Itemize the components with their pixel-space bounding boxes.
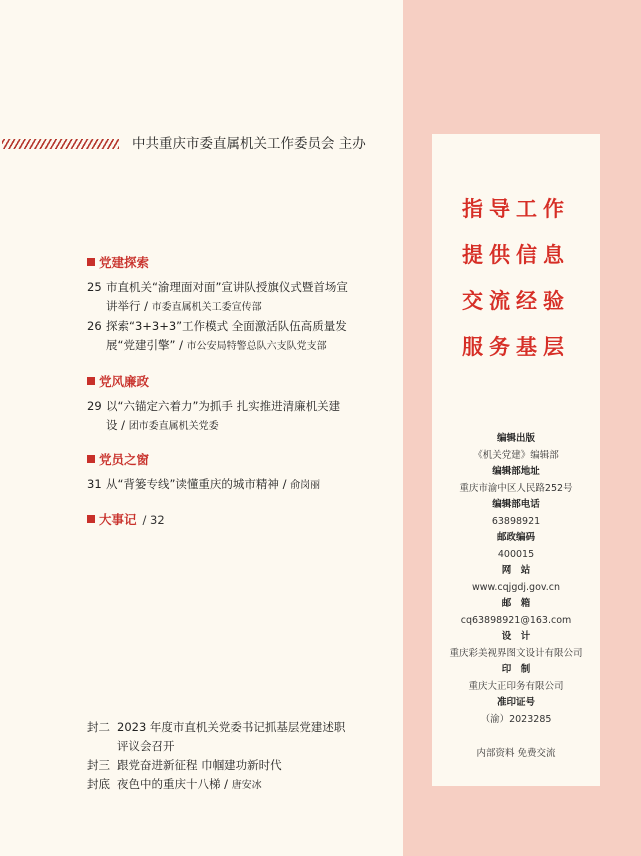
contact-heading: 编辑部地址 (492, 466, 540, 477)
section-heading-dangfeng-lianzheng: 党风廉政 (87, 374, 149, 390)
contact-value: 400015 (497, 548, 535, 560)
contact-heading: 编辑出版 (496, 433, 535, 444)
contact-value: 63898921 (491, 515, 541, 527)
cover-entry-line[interactable]: 夜色中的重庆十八梯 / 唐安冰 (117, 777, 262, 791)
toc-entry-line[interactable]: 从“背篓专线”读懂重庆的城市精神 / 俞岗丽 (106, 477, 321, 491)
cover-label: 封底 (87, 777, 110, 791)
contact-heading: 印 制 (501, 664, 531, 675)
toc-entry-line[interactable]: 以“六锚定六着力”为抓手 扎实推进清廉机关建 (106, 399, 341, 413)
toc-author: 市公安局特警总队六支队党支部 (186, 341, 327, 352)
section-heading-dangyuan-zhichuang: 党员之窗 (87, 452, 149, 468)
contact-value: 《机关党建》编辑部 (473, 449, 559, 461)
section-heading-dashiji[interactable]: 大事记 / 32 (87, 512, 165, 528)
contact-heading: 网 站 (501, 565, 531, 576)
toc-page-number: 29 (87, 399, 102, 413)
distribution-note: 内部资料 免费交流 (476, 748, 556, 759)
info-card (432, 134, 600, 786)
slogan-line: 提供信息 (462, 242, 570, 267)
contact-value: （渝）2023285 (480, 713, 552, 725)
toc-entry-line[interactable]: 讲举行 / 市委直属机关工委宣传部 (106, 299, 262, 313)
contact-heading: 设 计 (501, 631, 531, 642)
section-bullet-icon (87, 455, 95, 463)
cover-entry-line[interactable]: 2023 年度市直机关党委书记抓基层党建述职 (117, 720, 346, 734)
organizer-line: 中共重庆市委直属机关工作委员会 主办 (132, 136, 366, 152)
hatch-rule (2, 139, 119, 149)
toc-author: 市委直属机关工委宣传部 (151, 302, 262, 313)
toc-author: 俞岗丽 (290, 480, 321, 491)
email-link[interactable]: cq63898921@163.com (460, 614, 572, 626)
slogan-block (432, 186, 600, 370)
toc-entry-line[interactable]: 探索“3+3+3”工作模式 全面激活队伍高质量发 (106, 319, 347, 333)
section-heading-dangjian-tansuo: 党建探索 (87, 255, 149, 271)
toc-entry-line[interactable]: 市直机关“渝理面对面”宣讲队授旗仪式暨首场宣 (106, 280, 348, 294)
toc-page-number: 26 (87, 319, 102, 333)
cover-entry-line[interactable]: 评议会召开 (117, 739, 175, 753)
toc-author: 团市委直属机关党委 (128, 421, 219, 432)
slogan-line: 指导工作 (462, 196, 570, 221)
section-bullet-icon (87, 377, 95, 385)
website-link[interactable]: www.cqjgdj.gov.cn (471, 581, 561, 593)
slogan-line: 服务基层 (462, 334, 570, 359)
section-bullet-icon (87, 515, 95, 523)
contact-heading: 准印证号 (496, 697, 535, 708)
contact-heading: 邮 箱 (501, 598, 531, 609)
cover-label: 封三 (87, 758, 110, 772)
cover-entry-line[interactable]: 跟党奋进新征程 巾帼建功新时代 (117, 758, 282, 772)
contact-value: 重庆彩美视界图文设计有限公司 (449, 647, 583, 659)
contact-block (432, 431, 600, 728)
toc-entry-line[interactable]: 展“党建引擎” / 市公安局特警总队六支队党支部 (106, 338, 327, 352)
contact-value: 重庆市渝中区人民路252号 (459, 482, 573, 494)
section-bullet-icon (87, 258, 95, 266)
toc-page-number: 25 (87, 280, 102, 294)
dashiji-page: / 32 (142, 513, 165, 527)
cover-label: 封二 (87, 720, 110, 734)
contact-heading: 邮政编码 (496, 532, 535, 543)
slogan-line: 交流经验 (462, 288, 570, 313)
toc-page-number: 31 (87, 477, 102, 491)
cover-author: 唐安冰 (231, 780, 262, 791)
contact-value: 重庆大正印务有限公司 (468, 680, 564, 692)
contact-heading: 编辑部电话 (492, 499, 540, 510)
toc-entry-line[interactable]: 设 / 团市委直属机关党委 (106, 418, 219, 432)
